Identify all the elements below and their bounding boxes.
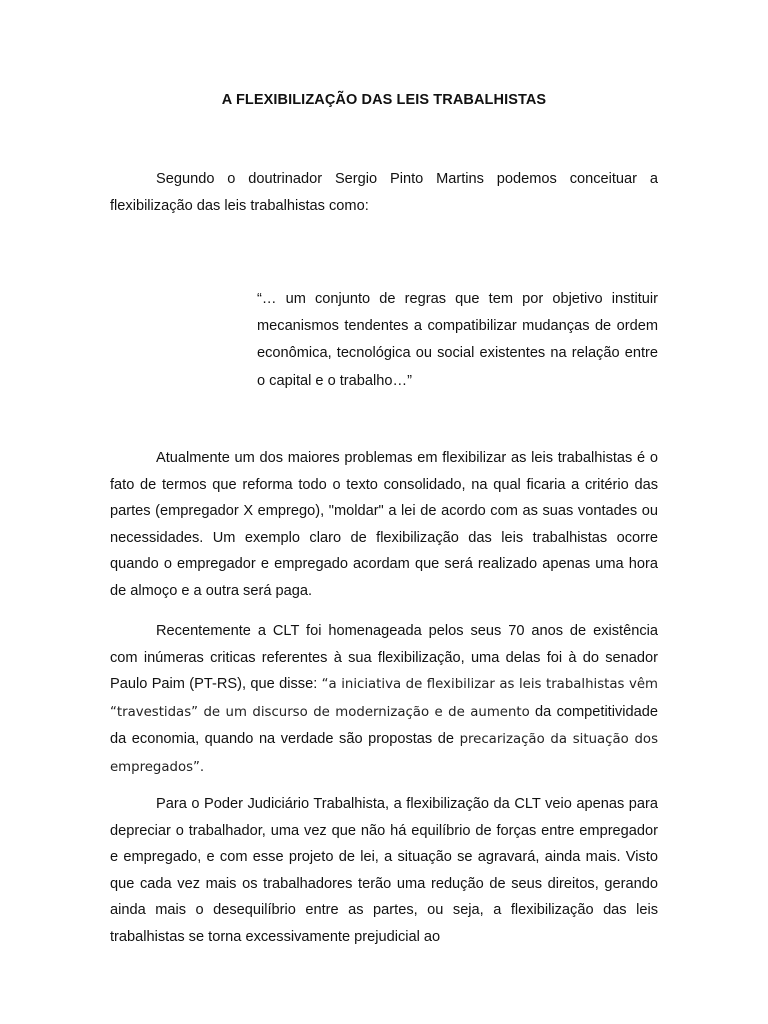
block-quote: “… um conjunto de regras que tem por objetivo instituir mecanismos tendentes a compatibilizar mudanças de ordem econômica, tecnológica ou social existentes na relação entre o capital e o trabalho…” [257,291,658,389]
paim-quote-a: “a iniciativa de flexibilizar as leis trabalhistas vêm “travestidas” de um discurso de modernização e de aumento [110,677,658,720]
paragraph-3 [110,618,658,781]
paim-quote-b: precarização da situação dos empregados”. [110,732,658,775]
paragraph-4: Para o Poder Judiciário Trabalhista, a flexibilização da CLT veio apenas para depreciar o trabalhador, uma vez que não há equilíbrio de forças entre empregador e empregado, e com esse projeto de lei, a situação se agravará, ainda mais. Visto que cada vez mais os trabalhadores terão uma redução de seus direitos, gerando ainda mais o desequilíbrio entre as partes, ou seja, a flexibilização das leis trabalhistas se torna excessivamente prejudicial ao [110,796,658,945]
paragraph-3-text-a: Recentemente a CLT foi homenageada pelos seus 70 anos de existência com inúmeras criticas referentes à sua flexibilização, uma delas foi à do senador Paulo Paim (PT-RS), que disse: [110,623,658,692]
document-title: A FLEXIBILIZAÇÃO DAS LEIS TRABALHISTAS [221,92,547,108]
paragraph-2: Atualmente um dos maiores problemas em flexibilizar as leis trabalhistas é o fato de termos que reforma todo o texto consolidado, na qual ficaria a critério das partes (empregador X emprego), "moldar" a lei de acordo com as suas vontades ou necessidades. Um exemplo claro de flexibilização das leis trabalhistas ocorre quando o empregador e empregado acordam que será realizado apenas uma hora de almoço e a outra será paga. [110,450,658,599]
paragraph-3-text-b: da competitividade da economia, quando na verdade são propostas de [110,703,658,747]
intro-paragraph: Segundo o doutrinador Sergio Pinto Martins podemos conceituar a flexibilização das leis trabalhistas como: [110,171,658,214]
